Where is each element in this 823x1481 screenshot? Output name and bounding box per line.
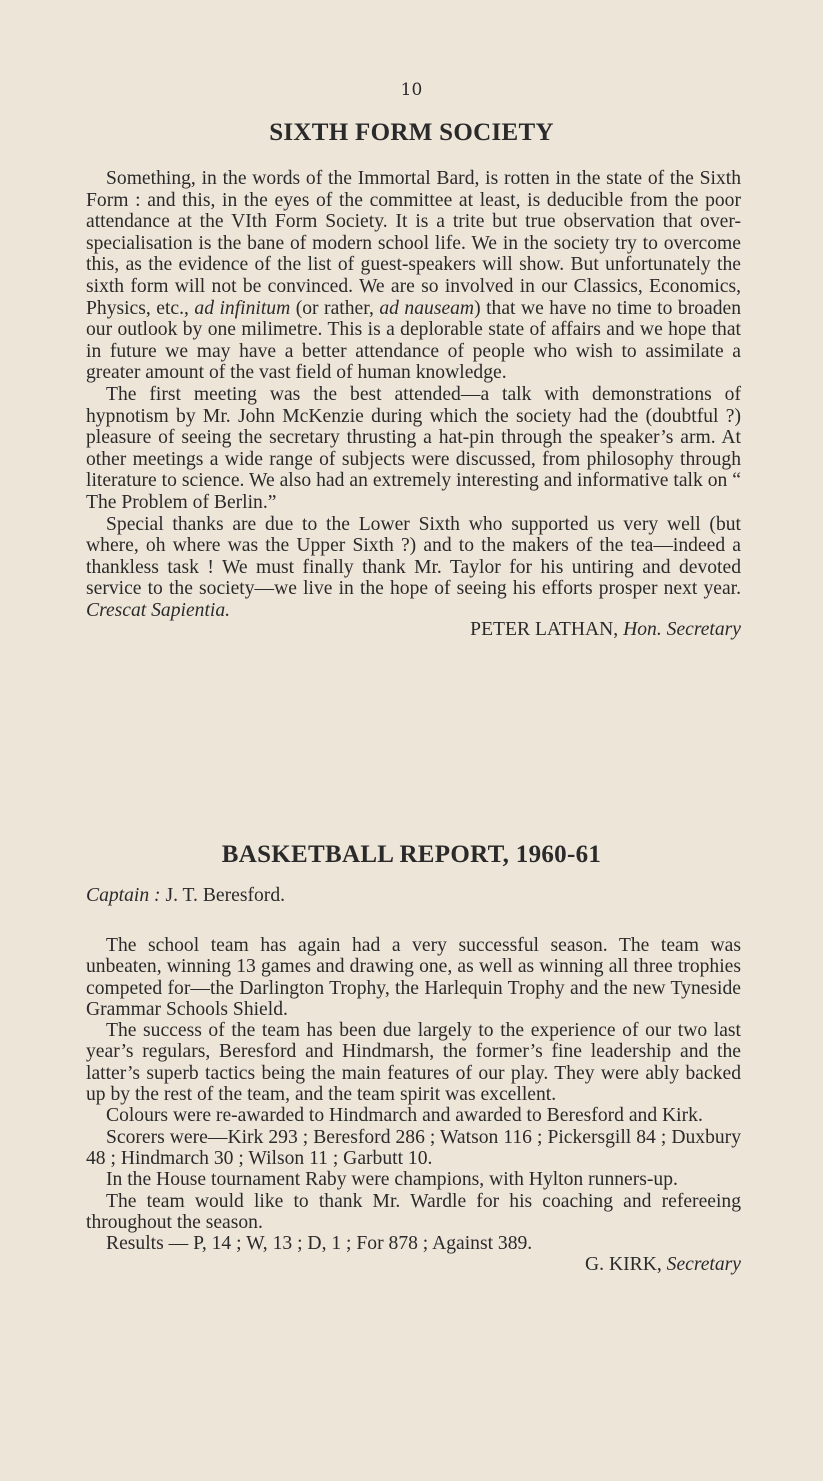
basketball-paragraph-3: Colours were re-awarded to Hindmarch and awarded to Beresford and Kirk. (106, 1105, 703, 1127)
page-number: 10 (400, 80, 423, 100)
basketball-report-article (86, 885, 741, 1276)
sixth-form-signature (86, 619, 741, 641)
sixth-form-paragraph-1-italic-2: ad nauseam (379, 297, 475, 319)
sixth-form-signature-role: Hon. Secretary (623, 619, 741, 641)
sixth-form-paragraph-1-italic-1: ad infinitum (194, 297, 291, 319)
sixth-form-signature-name: PETER LATHAN, (470, 619, 624, 641)
sixth-form-paragraph-2: The first meeting was the best attended—a talk with demonstrations of hypnotism by Mr. John McKenzie during which the society had the (doubtful ?) pleasure of seeing the secretary thrusting a hat-pin through the speaker’s arm. At other meetings a wide range of subjects were discussed, from philosophy through literature to science. We also had an extremely interesting and informative talk on “ The Problem of Berlin.” (86, 383, 741, 513)
sixth-form-paragraph-3-text: Special thanks are due to the Lower Sixth who supported us very well (but where, oh where was the Upper Sixth ?) and to the makers of the tea—indeed a thankless task ! We must finally thank Mr. Taylor for his untiring and devoted service to the society—we live in the hope of seeing his efforts prosper next year. (86, 513, 741, 600)
sixth-form-society-article (86, 168, 741, 641)
basketball-paragraph-5: In the House tournament Raby were champions, with Hylton runners-up. (106, 1169, 678, 1191)
sixth-form-paragraph-1-part-b: (or rather, (290, 297, 380, 319)
sixth-form-paragraph-3 (86, 514, 741, 622)
basketball-report-heading: BASKETBALL REPORT, 1960-61 (221, 841, 602, 868)
basketball-signature-name: G. KIRK, (585, 1254, 667, 1276)
basketball-paragraph-7: Results — P, 14 ; W, 13 ; D, 1 ; For 878 ; Against 389. (106, 1233, 533, 1255)
captain-label: Captain : (86, 885, 161, 906)
basketball-paragraph-6: The team would like to thank Mr. Wardle for his coaching and refereeing throughout the season. (86, 1190, 741, 1233)
sixth-form-paragraph-1 (86, 168, 741, 384)
sixth-form-society-heading: SIXTH FORM SOCIETY (269, 119, 554, 146)
sixth-form-motto: Crescat Sapientia. (86, 599, 231, 621)
basketball-captain-line (86, 885, 741, 907)
basketball-signature-role: Secretary (666, 1254, 741, 1276)
basketball-paragraph-4: Scorers were—Kirk 293 ; Beresford 286 ; Watson 116 ; Pickersgill 84 ; Duxbury 48 ; Hindmarch 30 ; Wilson 11 ; Garbutt 10. (86, 1126, 741, 1169)
sixth-form-paragraph-1-part-c: ) that we have no time to broaden our outlook by one milimetre. This is a deplorable state of affairs and we hope that in future we may have a better attendance of people who wish to assimilate a greater amount of the vast field of human knowledge. (86, 297, 741, 384)
captain-name: J. T. Beresford. (160, 885, 286, 906)
sixth-form-paragraph-1-part-a: Something, in the words of the Immortal Bard, is rotten in the state of the Sixth Form : and this, in the eyes of the committee at least, is deducible from the poor attendance at the VIth Form Society. It is a trite but true observation that over-specialisation is the bane of modern school life. We in the society try to overcome this, as the evidence of the list of guest-speakers will show. But unfortunately the sixth form will not be convinced. We are so involved in our Classics, Economics, Physics, etc., (86, 168, 741, 319)
basketball-paragraph-1: The school team has again had a very successful season. The team was unbeaten, winning 13 games and drawing one, as well as winning all three trophies competed for—the Darlington Trophy, the Harlequin Trophy and the new Tyneside Grammar Schools Shield. (86, 935, 741, 1020)
basketball-paragraph-2: The success of the team has been due largely to the experience of our two last year’s regulars, Beresford and Hindmarsh, the former’s fine leadership and the latter’s superb tactics being the main features of our play. They were ably backed up by the rest of the team, and the team spirit was excellent. (86, 1020, 741, 1106)
basketball-signature (86, 1254, 741, 1276)
